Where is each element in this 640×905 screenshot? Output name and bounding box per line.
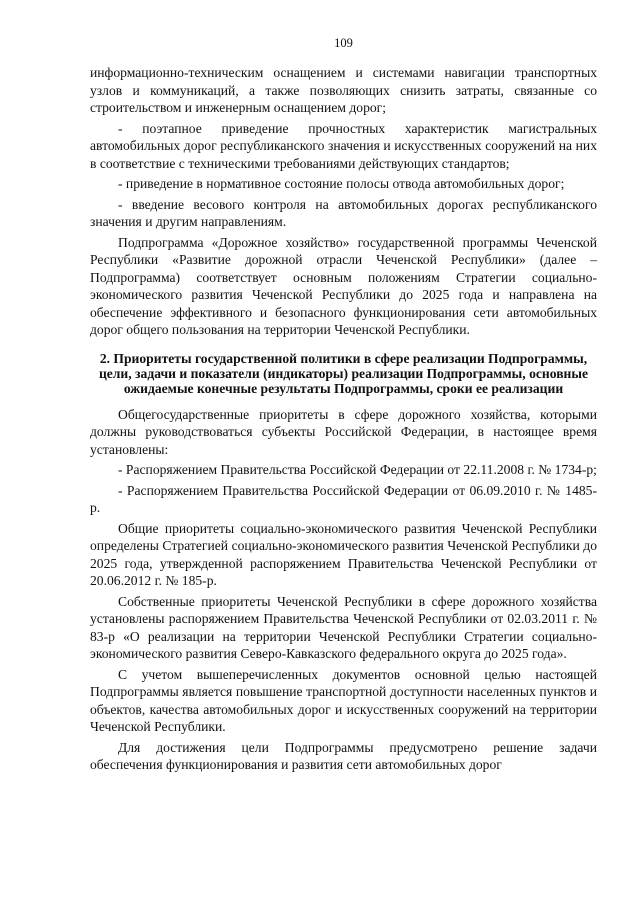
paragraph: Собственные приоритеты Чеченской Республики в сфере дорожного хозяйства установлены распоряжением Правительства Чеченской Республики от 02.03.2011 г. № 83-р «О реализации на территории Чеченской Республики Стратегии социально-экономического развития Северо-Кавказского федерального округа до 2025 года». [90,593,597,661]
paragraph: информационно-техническим оснащением и системами навигации транспортных узлов и коммуникаций, а также позволяющих снизить затраты, связанные со строительством и инженерным оснащением дорог; [90,65,597,115]
document-body [90,64,597,777]
paragraph: Для достижения цели Подпрограммы предусмотрено решение задачи обеспечения функционирования и развития сети автомобильных дорог [90,739,597,772]
list-item: - поэтапное приведение прочностных характеристик магистральных автомобильных дорог республиканского значения и искусственных сооружений на них в соответствие с техническими требованиями действующих стандартов; [90,120,597,171]
paragraph: Подпрограмма «Дорожное хозяйство» государственной программы Чеченской Республики «Развитие дорожной отрасли Чеченской Республики» (далее – Подпрограмма) соответствует основным положениям Стратегии социально-экономического развития Чеченской Республики до 2025 года и направлена на обеспечение эффективного и безопасного функционирования сети автомобильных дорог общего пользования на территории Чеченской Республики. [90,234,597,337]
list-item: - Распоряжением Правительства Российской Федерации от 22.11.2008 г. № 1734-р; [118,462,597,477]
page-number: 109 [334,36,353,50]
paragraph: Общегосударственные приоритеты в сфере дорожного хозяйства, которыми должны руководствоваться субъекты Российской Федерации, в настоящее время установлены: [90,406,597,457]
list-item: - приведение в нормативное состояние полосы отвода автомобильных дорог; [118,176,565,191]
section-heading: 2. Приоритеты государственной политики в сфере реализации Подпрограммы, цели, задачи и показатели (индикаторы) реализации Подпрограммы, основные ожидаемые конечные результаты Подпрограммы, сроки ее реализации [98,350,589,396]
list-item: - Распоряжением Правительства Российской Федерации от 06.09.2010 г. № 1485-р. [90,482,597,515]
paragraph: С учетом вышеперечисленных документов основной целью настоящей Подпрограммы является повышение транспортной доступности населенных пунктов и объектов, качества автомобильных дорог и искусственных сооружений на территории Чеченской Республики. [90,666,597,734]
list-item: - введение весового контроля на автомобильных дорогах республиканского значения и другим направлениям. [90,196,597,229]
paragraph: Общие приоритеты социально-экономического развития Чеченской Республики определены Стратегией социально-экономического развития Чеченской Республики до 2025 года, утвержденной распоряжением Правительства Чеченской Республики от 20.06.2012 г. № 185-р. [90,520,597,588]
